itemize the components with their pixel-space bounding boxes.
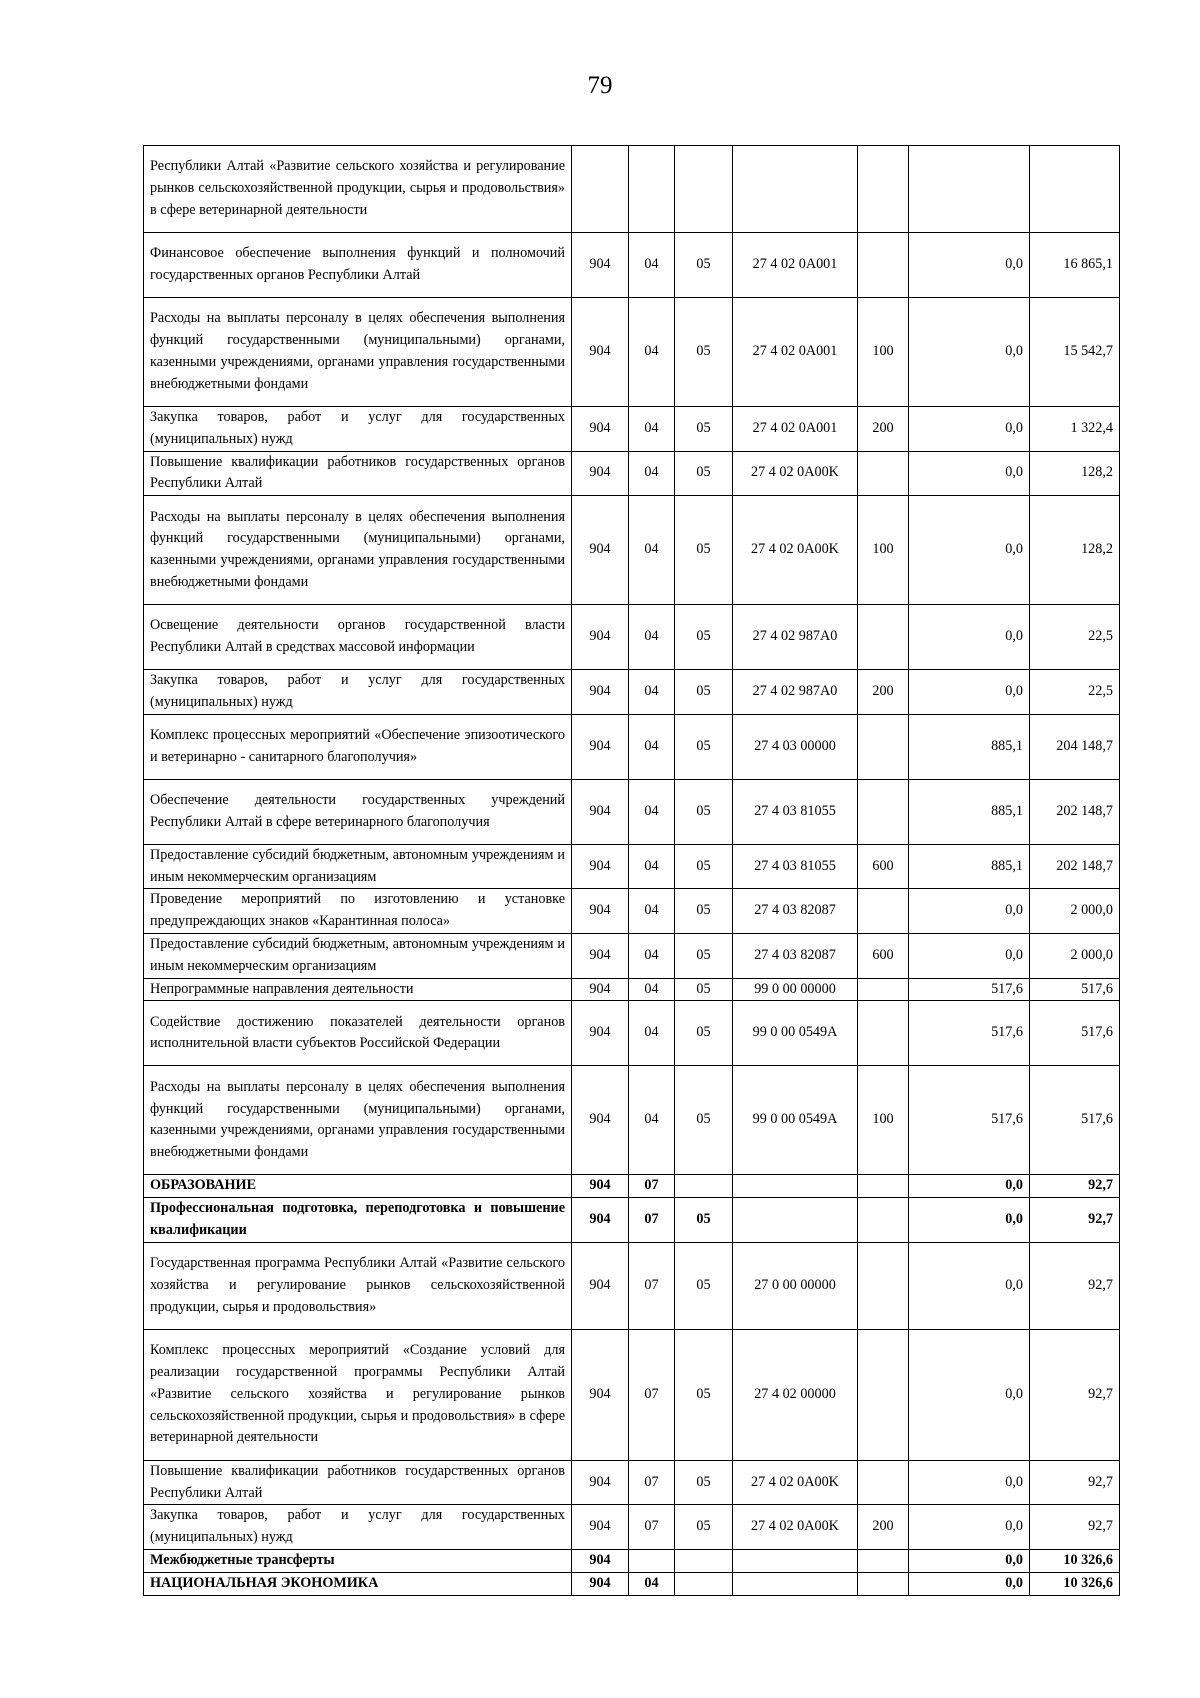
expense-type-cell: [858, 1242, 909, 1329]
expense-name-cell: Предоставление субсидий бюджетным, автономным учреждениям и иным некоммерческим организациям: [144, 844, 572, 889]
expense-type-cell: 200: [858, 1505, 909, 1550]
amount-cell: 0,0: [909, 605, 1030, 670]
target-article-cell: 27 4 02 987A0: [733, 670, 858, 715]
expense-name-cell: Непрограммные направления деятельности: [144, 978, 572, 1001]
grbs-code-cell: 904: [572, 233, 629, 298]
target-article-cell: 27 0 00 00000: [733, 1242, 858, 1329]
amount-total-cell: 202 148,7: [1030, 844, 1120, 889]
amount-cell: 0,0: [909, 1549, 1030, 1572]
table-row: [144, 451, 1120, 496]
section-code-cell: 04: [629, 1572, 675, 1595]
grbs-code-cell: 904: [572, 407, 629, 452]
table-row: [144, 1505, 1120, 1550]
expense-type-cell: [858, 1175, 909, 1198]
amount-cell: 0,0: [909, 1460, 1030, 1505]
amount-total-cell: 2 000,0: [1030, 933, 1120, 978]
expense-name-cell: Государственная программа Республики Алтай «Развитие сельского хозяйства и регулирование рынков сельскохозяйственной продукции, сырья и продовольствия»: [144, 1242, 572, 1329]
target-article-cell: 27 4 02 0A00K: [733, 496, 858, 605]
amount-total-cell: 92,7: [1030, 1329, 1120, 1460]
section-code-cell: 07: [629, 1460, 675, 1505]
expense-type-cell: [858, 1460, 909, 1505]
expense-name-cell: Расходы на выплаты персоналу в целях обеспечения выполнения функций государственными (муниципальными) органами, казенными учреждениями, органами управления государственными внебюджетными фондами: [144, 298, 572, 407]
subsection-code-cell: 05: [675, 889, 733, 934]
subsection-code-cell: 05: [675, 779, 733, 844]
table-row: [144, 1066, 1120, 1175]
section-code-cell: [629, 146, 675, 233]
target-article-cell: 27 4 02 987A0: [733, 605, 858, 670]
section-code-cell: 07: [629, 1329, 675, 1460]
grbs-code-cell: 904: [572, 889, 629, 934]
expense-name-cell: Финансовое обеспечение выполнения функций и полномочий государственных органов Республики Алтай: [144, 233, 572, 298]
grbs-code-cell: 904: [572, 1175, 629, 1198]
amount-cell: 0,0: [909, 1329, 1030, 1460]
table-row: [144, 1329, 1120, 1460]
target-article-cell: [733, 1175, 858, 1198]
subsection-code-cell: 05: [675, 1505, 733, 1550]
amount-cell: 0,0: [909, 1175, 1030, 1198]
expense-name-cell: Предоставление субсидий бюджетным, автономным учреждениям и иным некоммерческим организациям: [144, 933, 572, 978]
subsection-code-cell: 05: [675, 933, 733, 978]
amount-cell: 0,0: [909, 451, 1030, 496]
subsection-code-cell: 05: [675, 1066, 733, 1175]
expense-type-cell: 600: [858, 933, 909, 978]
section-code-cell: 04: [629, 605, 675, 670]
amount-total-cell: 10 326,6: [1030, 1549, 1120, 1572]
expense-type-cell: [858, 889, 909, 934]
section-code-cell: 04: [629, 670, 675, 715]
table-row: [144, 1549, 1120, 1572]
subsection-code-cell: 05: [675, 1242, 733, 1329]
amount-cell: 885,1: [909, 779, 1030, 844]
grbs-code-cell: 904: [572, 1549, 629, 1572]
expense-name-cell: Повышение квалификации работников государственных органов Республики Алтай: [144, 451, 572, 496]
expense-type-cell: [858, 451, 909, 496]
amount-total-cell: 202 148,7: [1030, 779, 1120, 844]
subsection-code-cell: 05: [675, 978, 733, 1001]
amount-total-cell: 92,7: [1030, 1242, 1120, 1329]
target-article-cell: 27 4 02 0A001: [733, 233, 858, 298]
table-row: [144, 670, 1120, 715]
target-article-cell: 99 0 00 0549A: [733, 1001, 858, 1066]
grbs-code-cell: 904: [572, 1001, 629, 1066]
amount-total-cell: 22,5: [1030, 670, 1120, 715]
target-article-cell: 27 4 03 82087: [733, 933, 858, 978]
section-code-cell: 07: [629, 1175, 675, 1198]
table-body: [144, 146, 1120, 1596]
target-article-cell: 27 4 02 0A001: [733, 407, 858, 452]
grbs-code-cell: 904: [572, 978, 629, 1001]
budget-table: [143, 145, 1120, 1596]
table-row: [144, 978, 1120, 1001]
subsection-code-cell: 05: [675, 1001, 733, 1066]
target-article-cell: [733, 1198, 858, 1243]
amount-total-cell: 92,7: [1030, 1175, 1120, 1198]
target-article-cell: [733, 146, 858, 233]
amount-cell: 0,0: [909, 1572, 1030, 1595]
table-row: [144, 496, 1120, 605]
target-article-cell: 27 4 02 0A00K: [733, 451, 858, 496]
table-row: [144, 1242, 1120, 1329]
subsection-code-cell: 05: [675, 714, 733, 779]
expense-name-cell: Комплекс процессных мероприятий «Обеспечение эпизоотического и ветеринарно - санитарного благополучия»: [144, 714, 572, 779]
amount-cell: 0,0: [909, 496, 1030, 605]
expense-type-cell: [858, 233, 909, 298]
grbs-code-cell: 904: [572, 1505, 629, 1550]
target-article-cell: 27 4 02 0A00K: [733, 1460, 858, 1505]
subsection-code-cell: 05: [675, 451, 733, 496]
expense-type-cell: [858, 714, 909, 779]
section-code-cell: 04: [629, 496, 675, 605]
table-row: [144, 407, 1120, 452]
subsection-code-cell: 05: [675, 1198, 733, 1243]
amount-cell: 517,6: [909, 1066, 1030, 1175]
section-code-cell: 04: [629, 233, 675, 298]
subsection-code-cell: 05: [675, 1460, 733, 1505]
amount-total-cell: 204 148,7: [1030, 714, 1120, 779]
expense-type-cell: [858, 1549, 909, 1572]
expense-name-cell: ОБРАЗОВАНИЕ: [144, 1175, 572, 1198]
grbs-code-cell: 904: [572, 298, 629, 407]
expense-name-cell: Освещение деятельности органов государственной власти Республики Алтай в средствах массовой информации: [144, 605, 572, 670]
grbs-code-cell: 904: [572, 496, 629, 605]
subsection-code-cell: [675, 1572, 733, 1595]
table-row: [144, 1198, 1120, 1243]
page-number: 79: [587, 72, 613, 99]
amount-total-cell: 10 326,6: [1030, 1572, 1120, 1595]
expense-name-cell: Закупка товаров, работ и услуг для государственных (муниципальных) нужд: [144, 407, 572, 452]
table-row: [144, 1175, 1120, 1198]
grbs-code-cell: 904: [572, 1460, 629, 1505]
subsection-code-cell: [675, 146, 733, 233]
expense-type-cell: [858, 1572, 909, 1595]
target-article-cell: 99 0 00 0549A: [733, 1066, 858, 1175]
section-code-cell: 04: [629, 978, 675, 1001]
subsection-code-cell: 05: [675, 233, 733, 298]
amount-cell: 0,0: [909, 298, 1030, 407]
amount-cell: 0,0: [909, 670, 1030, 715]
amount-cell: 885,1: [909, 714, 1030, 779]
amount-cell: 0,0: [909, 1242, 1030, 1329]
section-code-cell: 04: [629, 714, 675, 779]
table-row: [144, 233, 1120, 298]
subsection-code-cell: 05: [675, 605, 733, 670]
expense-type-cell: 100: [858, 1066, 909, 1175]
grbs-code-cell: 904: [572, 451, 629, 496]
amount-total-cell: 1 322,4: [1030, 407, 1120, 452]
amount-cell: 0,0: [909, 1198, 1030, 1243]
target-article-cell: 27 4 03 82087: [733, 889, 858, 934]
amount-total-cell: 92,7: [1030, 1505, 1120, 1550]
amount-cell: [909, 146, 1030, 233]
expense-type-cell: [858, 978, 909, 1001]
amount-total-cell: 517,6: [1030, 1066, 1120, 1175]
section-code-cell: 04: [629, 889, 675, 934]
grbs-code-cell: 904: [572, 1242, 629, 1329]
table-row: [144, 1460, 1120, 1505]
table-row: [144, 1001, 1120, 1066]
expense-type-cell: [858, 146, 909, 233]
expense-type-cell: [858, 1001, 909, 1066]
expense-name-cell: НАЦИОНАЛЬНАЯ ЭКОНОМИКА: [144, 1572, 572, 1595]
expense-type-cell: [858, 605, 909, 670]
amount-total-cell: 2 000,0: [1030, 889, 1120, 934]
expense-name-cell: Расходы на выплаты персоналу в целях обеспечения выполнения функций государственными (муниципальными) органами, казенными учреждениями, органами управления государственными внебюджетными фондами: [144, 1066, 572, 1175]
subsection-code-cell: [675, 1175, 733, 1198]
amount-total-cell: 22,5: [1030, 605, 1120, 670]
amount-cell: 885,1: [909, 844, 1030, 889]
expense-name-cell: Закупка товаров, работ и услуг для государственных (муниципальных) нужд: [144, 1505, 572, 1550]
amount-total-cell: 16 865,1: [1030, 233, 1120, 298]
amount-total-cell: 128,2: [1030, 451, 1120, 496]
subsection-code-cell: 05: [675, 1329, 733, 1460]
amount-cell: 0,0: [909, 933, 1030, 978]
section-code-cell: [629, 1549, 675, 1572]
table-row: [144, 714, 1120, 779]
table-row: [144, 933, 1120, 978]
section-code-cell: 04: [629, 407, 675, 452]
subsection-code-cell: 05: [675, 496, 733, 605]
expense-type-cell: [858, 1329, 909, 1460]
target-article-cell: 27 4 03 81055: [733, 844, 858, 889]
grbs-code-cell: 904: [572, 844, 629, 889]
amount-cell: 0,0: [909, 233, 1030, 298]
grbs-code-cell: 904: [572, 1066, 629, 1175]
expense-type-cell: 100: [858, 298, 909, 407]
amount-cell: 517,6: [909, 1001, 1030, 1066]
table-row: [144, 844, 1120, 889]
expense-type-cell: 200: [858, 670, 909, 715]
amount-cell: 0,0: [909, 407, 1030, 452]
section-code-cell: 07: [629, 1505, 675, 1550]
section-code-cell: 04: [629, 451, 675, 496]
subsection-code-cell: 05: [675, 407, 733, 452]
expense-name-cell: Обеспечение деятельности государственных учреждений Республики Алтай в сфере ветеринарного благополучия: [144, 779, 572, 844]
expense-type-cell: [858, 779, 909, 844]
expense-type-cell: 100: [858, 496, 909, 605]
grbs-code-cell: 904: [572, 1572, 629, 1595]
expense-type-cell: [858, 1198, 909, 1243]
target-article-cell: 27 4 03 81055: [733, 779, 858, 844]
target-article-cell: [733, 1572, 858, 1595]
expense-name-cell: Закупка товаров, работ и услуг для государственных (муниципальных) нужд: [144, 670, 572, 715]
amount-cell: 517,6: [909, 978, 1030, 1001]
grbs-code-cell: 904: [572, 1329, 629, 1460]
grbs-code-cell: 904: [572, 1198, 629, 1243]
amount-total-cell: 92,7: [1030, 1198, 1120, 1243]
grbs-code-cell: 904: [572, 779, 629, 844]
amount-cell: 0,0: [909, 889, 1030, 934]
grbs-code-cell: 904: [572, 714, 629, 779]
subsection-code-cell: 05: [675, 670, 733, 715]
amount-total-cell: 517,6: [1030, 1001, 1120, 1066]
subsection-code-cell: 05: [675, 298, 733, 407]
section-code-cell: 04: [629, 844, 675, 889]
section-code-cell: 07: [629, 1242, 675, 1329]
table-row: [144, 779, 1120, 844]
grbs-code-cell: 904: [572, 933, 629, 978]
amount-total-cell: 128,2: [1030, 496, 1120, 605]
expense-name-cell: Профессиональная подготовка, переподготовка и повышение квалификации: [144, 1198, 572, 1243]
target-article-cell: 27 4 02 0A001: [733, 298, 858, 407]
grbs-code-cell: 904: [572, 605, 629, 670]
expense-name-cell: Межбюджетные трансферты: [144, 1549, 572, 1572]
subsection-code-cell: [675, 1549, 733, 1572]
amount-total-cell: 15 542,7: [1030, 298, 1120, 407]
grbs-code-cell: 904: [572, 670, 629, 715]
expense-name-cell: Комплекс процессных мероприятий «Создание условий для реализации государственной программы Республики Алтай «Развитие сельского хозяйства и регулирование рынков сельскохозяйственной продукции, сырья и продовольствия» в сфере ветеринарной деятельности: [144, 1329, 572, 1460]
expense-type-cell: 600: [858, 844, 909, 889]
table-row: [144, 605, 1120, 670]
expense-name-cell: Расходы на выплаты персоналу в целях обеспечения выполнения функций государственными (муниципальными) органами, казенными учреждениями, органами управления государственными внебюджетными фондами: [144, 496, 572, 605]
expense-type-cell: 200: [858, 407, 909, 452]
section-code-cell: 04: [629, 1001, 675, 1066]
grbs-code-cell: [572, 146, 629, 233]
section-code-cell: 04: [629, 298, 675, 407]
target-article-cell: 27 4 02 0A00K: [733, 1505, 858, 1550]
section-code-cell: 07: [629, 1198, 675, 1243]
table-row: [144, 1572, 1120, 1595]
target-article-cell: [733, 1549, 858, 1572]
table-row: [144, 298, 1120, 407]
subsection-code-cell: 05: [675, 844, 733, 889]
expense-name-cell: Повышение квалификации работников государственных органов Республики Алтай: [144, 1460, 572, 1505]
target-article-cell: 27 4 02 00000: [733, 1329, 858, 1460]
expense-name-cell: Проведение мероприятий по изготовлению и установке предупреждающих знаков «Карантинная полоса»: [144, 889, 572, 934]
amount-total-cell: 92,7: [1030, 1460, 1120, 1505]
section-code-cell: 04: [629, 779, 675, 844]
expense-name-cell: Содействие достижению показателей деятельности органов исполнительной власти субъектов Российской Федерации: [144, 1001, 572, 1066]
target-article-cell: 27 4 03 00000: [733, 714, 858, 779]
amount-cell: 0,0: [909, 1505, 1030, 1550]
target-article-cell: 99 0 00 00000: [733, 978, 858, 1001]
amount-total-cell: 517,6: [1030, 978, 1120, 1001]
amount-total-cell: [1030, 146, 1120, 233]
expense-name-cell: Республики Алтай «Развитие сельского хозяйства и регулирование рынков сельскохозяйственной продукции, сырья и продовольствия» в сфере ветеринарной деятельности: [144, 146, 572, 233]
table-row: [144, 889, 1120, 934]
section-code-cell: 04: [629, 1066, 675, 1175]
section-code-cell: 04: [629, 933, 675, 978]
table-row: [144, 146, 1120, 233]
